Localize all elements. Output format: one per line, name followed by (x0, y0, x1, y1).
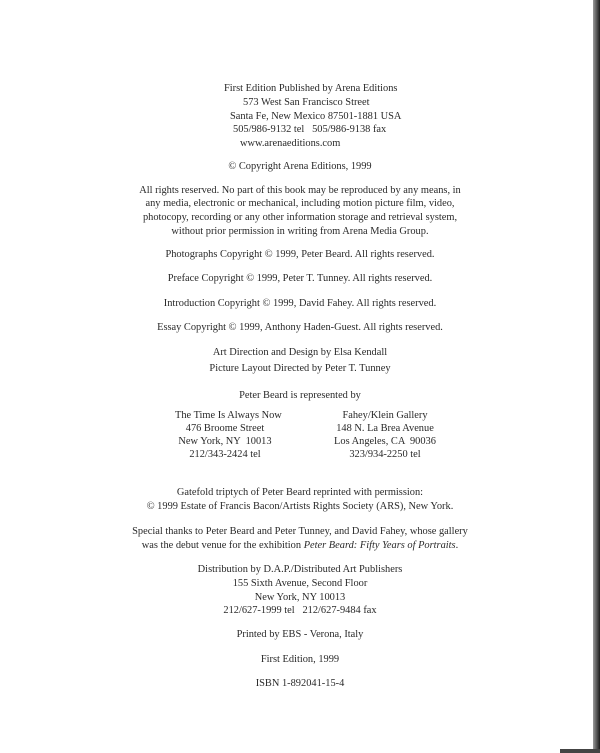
rep-right-line: Los Angeles, CA 90036 (334, 436, 436, 447)
copyright-line: © Copyright Arena Editions, 1999 (228, 161, 372, 172)
gatefold-line-1: Gatefold triptych of Peter Beard reprinted with permission: (176, 487, 424, 498)
rep-left-line: 476 Broome Street (185, 423, 265, 434)
distribution-line-3: New York, NY 10013 (254, 592, 346, 603)
publisher-line-4: 505/986-9132 tel 505/986-9138 fax (233, 124, 387, 135)
rep-left-line: 212/343-2424 tel (189, 449, 261, 460)
thanks-line-1: Special thanks to Peter Beard and Peter Tunney, and David Fahey, whose gallery (132, 526, 468, 537)
rep-left-column (175, 409, 282, 461)
publisher-line-3: Santa Fe, New Mexico 87501-1881 USA (230, 111, 402, 122)
thanks-line-2-suffix: . (455, 540, 459, 551)
rep-right-line: 148 N. La Brea Avenue (336, 423, 434, 434)
printed-by: Printed by EBS - Verona, Italy (236, 629, 364, 640)
exhibition-title: Peter Beard: Fifty Years of Portraits (303, 540, 456, 551)
isbn: ISBN 1-892041-15-4 (255, 678, 345, 689)
rep-right-line: Fahey/Klein Gallery (342, 410, 428, 421)
thanks-line-2 (0, 539, 600, 552)
introduction-copyright: Introduction Copyright © 1999, David Fahey. All rights reserved. (163, 298, 437, 309)
distribution-line-4: 212/627-1999 tel 212/627-9484 fax (223, 605, 377, 616)
gatefold-line-2: © 1999 Estate of Francis Bacon/Artists Rights Society (ARS), New York. (146, 501, 454, 512)
publisher-website: www.arenaeditions.com (240, 138, 341, 149)
rights-line-1: All rights reserved. No part of this book may be reproduced by any means, in (139, 185, 461, 196)
layout-credit: Picture Layout Directed by Peter T. Tunney (209, 363, 391, 374)
edition: First Edition, 1999 (260, 654, 340, 665)
rights-line-3: photocopy, recording or any other information storage and retrieval system, (142, 212, 458, 223)
page-edge-bottom (560, 749, 600, 753)
preface-copyright: Preface Copyright © 1999, Peter T. Tunney. All rights reserved. (167, 273, 433, 284)
represented-by: Peter Beard is represented by (239, 390, 361, 401)
rep-right-line: 323/934-2250 tel (349, 449, 421, 460)
photographs-copyright: Photographs Copyright © 1999, Peter Beard. All rights reserved. (165, 249, 435, 260)
rep-right-column (330, 409, 440, 461)
publisher-line-1: First Edition Published by Arena Editions (224, 83, 398, 94)
design-credit: Art Direction and Design by Elsa Kendall (212, 347, 388, 358)
rights-line-4: without prior permission in writing from Arena Media Group. (171, 226, 429, 237)
distribution-line-1: Distribution by D.A.P./Distributed Art Publishers (197, 564, 403, 575)
page-edge-shadow (593, 0, 600, 753)
publisher-line-2: 573 West San Francisco Street (243, 97, 370, 108)
thanks-line-2-prefix: was the debut venue for the exhibition (141, 540, 304, 551)
rep-left-line: New York, NY 10013 (178, 436, 272, 447)
rep-left-line: The Time Is Always Now (175, 410, 282, 421)
essay-copyright: Essay Copyright © 1999, Anthony Haden-Guest. All rights reserved. (157, 322, 443, 333)
rights-line-2: any media, electronic or mechanical, including motion picture film, video, (145, 198, 455, 209)
distribution-line-2: 155 Sixth Avenue, Second Floor (232, 578, 368, 589)
